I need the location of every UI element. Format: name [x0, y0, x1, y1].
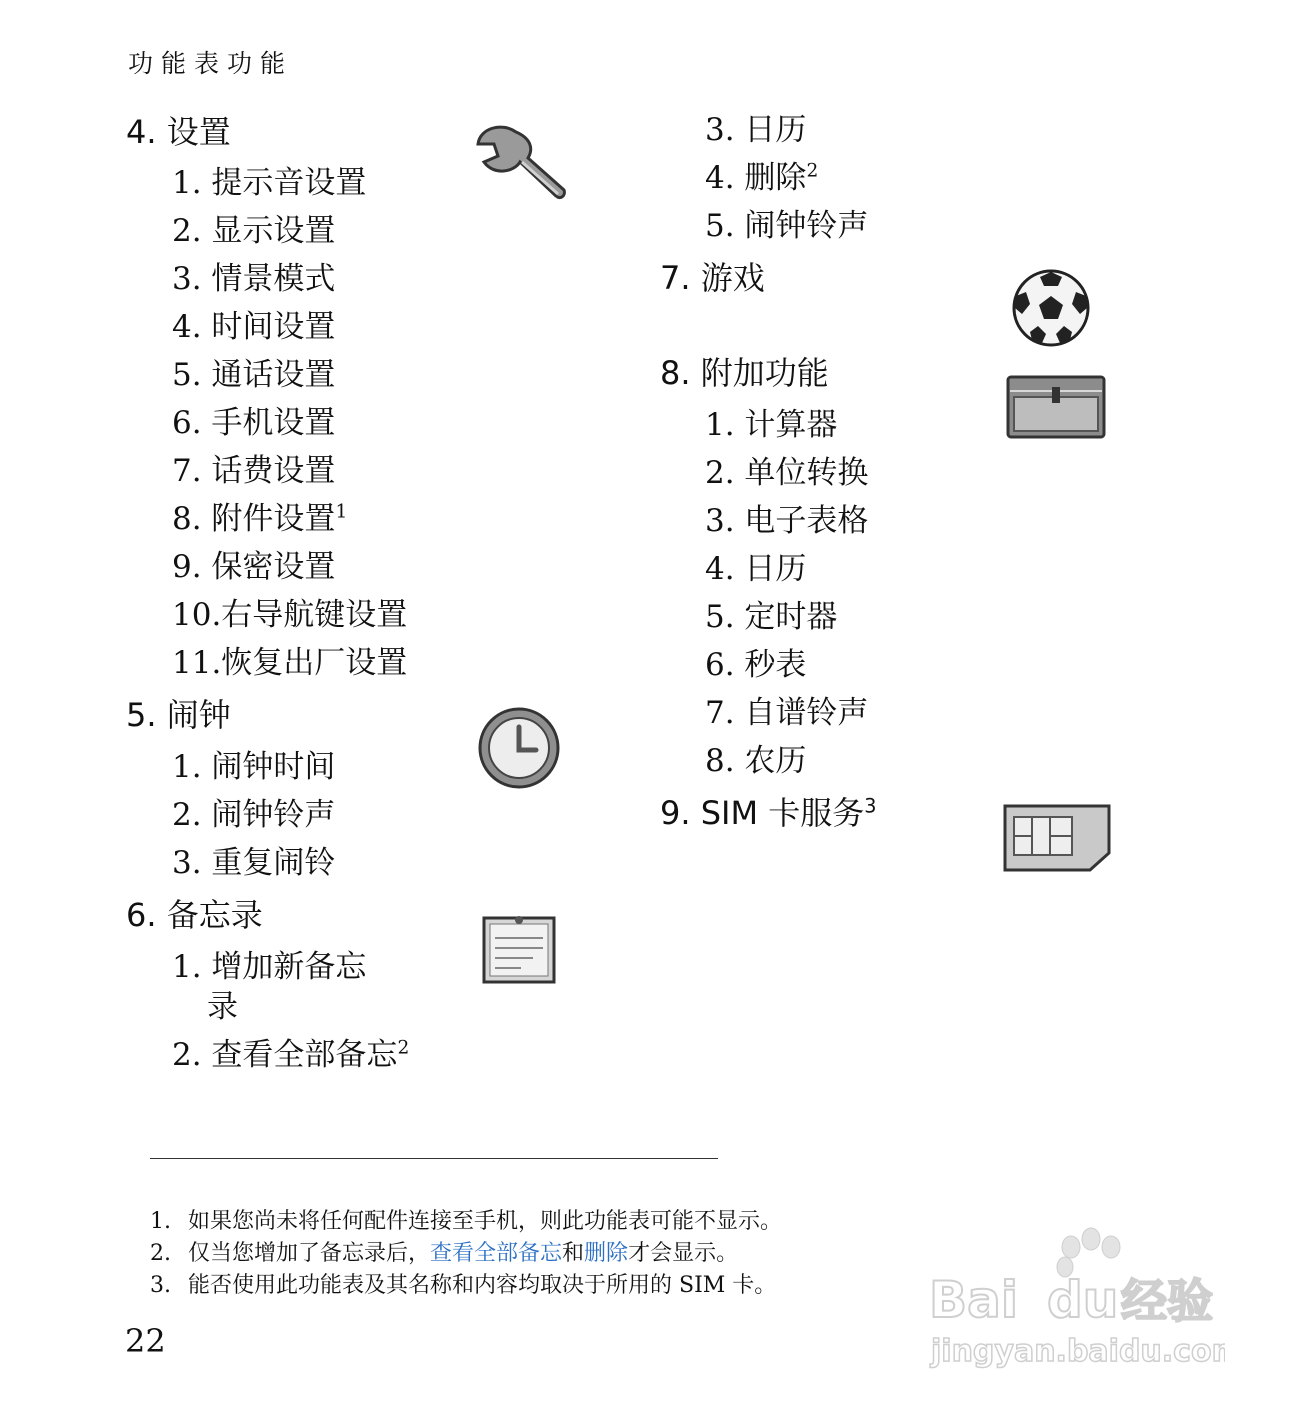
list-item: 10.右导航键设置 [172, 597, 408, 633]
footnote-text: 仅当您增加了备忘录后， [188, 1241, 431, 1266]
footnote-3 [150, 1271, 776, 1301]
footnote-2 [150, 1239, 738, 1269]
watermark-brand-a: Bai [929, 1271, 1018, 1329]
list-item: 4. 时间设置 [172, 309, 336, 345]
footnote-text: 如果您尚未将任何配件连接至手机，则此功能表可能不显示。 [188, 1209, 783, 1234]
footnote-text: 和 [562, 1241, 585, 1266]
toolbox-icon [1006, 375, 1106, 439]
list-item-label: 4. 删除 [705, 160, 807, 196]
list-item: 3. 电子表格 [705, 503, 869, 539]
list-item: 6. 秒表 [705, 647, 807, 683]
list-item: 11.恢复出厂设置 [172, 645, 408, 681]
link-delete[interactable]: 删除 [584, 1241, 629, 1266]
soccer-ball-icon [1008, 268, 1094, 348]
list-item: 3. 情景模式 [172, 261, 336, 297]
list-item: 1. 增加新备忘 [172, 949, 367, 985]
list-item: 9. 保密设置 [172, 549, 336, 585]
list-item: 1. 提示音设置 [172, 165, 367, 201]
list-item: 7. 话费设置 [172, 453, 336, 489]
running-header: 功能表功能 [128, 49, 294, 78]
watermark-url: jingyan.baidu.com [931, 1334, 1225, 1369]
sim-card-icon [1002, 803, 1112, 873]
list-item: 2. 显示设置 [172, 213, 336, 249]
list-item: 8. 农历 [705, 743, 807, 779]
footnote-divider [150, 1158, 718, 1159]
footnote-1 [150, 1207, 782, 1237]
section-heading-memo: 6. 备忘录 [126, 896, 263, 934]
wrench-icon [472, 122, 570, 204]
list-item: 5. 定时器 [705, 599, 838, 635]
list-item: 5. 通话设置 [172, 357, 336, 393]
list-item [172, 1035, 409, 1075]
list-item: 5. 闹钟铃声 [705, 208, 869, 244]
list-item: 3. 日历 [705, 112, 807, 148]
list-item-label: 8. 附件设置 [172, 501, 336, 537]
list-item: 2. 单位转换 [705, 455, 869, 491]
link-view-all-memos[interactable]: 查看全部备忘 [430, 1241, 563, 1266]
section-heading-sim-label: 9. SIM 卡服务 [660, 794, 865, 832]
section-heading-games: 7. 游戏 [660, 259, 765, 297]
watermark-brand-c: 经验 [1121, 1274, 1213, 1328]
clock-icon [476, 705, 562, 791]
section-heading-sim [660, 793, 876, 833]
footnote-number: 3. [150, 1273, 171, 1298]
footnote-ref: 3 [864, 794, 877, 818]
page-number: 22 [125, 1322, 166, 1360]
watermark-logo-icon [925, 1225, 1225, 1375]
watermark-brand-b: du [1047, 1271, 1119, 1329]
list-item: 1. 闹钟时间 [172, 749, 336, 785]
list-item [705, 158, 818, 198]
list-item: 7. 自谱铃声 [705, 695, 869, 731]
footnote-number: 2. [150, 1241, 171, 1266]
section-heading-extras: 8. 附加功能 [660, 354, 829, 392]
memo-icon [481, 912, 557, 986]
footnote-ref: 2 [806, 160, 819, 182]
section-heading-settings: 4. 设置 [126, 113, 231, 151]
list-item [172, 499, 347, 539]
footnote-ref: 1 [335, 501, 348, 523]
list-item: 1. 计算器 [705, 407, 838, 443]
footnote-text: 能否使用此功能表及其名称和内容均取决于所用的 SIM 卡。 [188, 1273, 777, 1298]
baidu-watermark [925, 1225, 1225, 1375]
list-item: 3. 重复闹铃 [172, 845, 336, 881]
list-item: 4. 日历 [705, 551, 807, 587]
section-heading-alarm: 5. 闹钟 [126, 696, 231, 734]
footnote-text: 才会显示。 [628, 1241, 739, 1266]
list-item-continuation: 录 [207, 989, 238, 1025]
list-item: 6. 手机设置 [172, 405, 336, 441]
list-item-label: 2. 查看全部备忘 [172, 1037, 398, 1073]
list-item: 2. 闹钟铃声 [172, 797, 336, 833]
footnote-number: 1. [150, 1209, 171, 1234]
footnote-ref: 2 [397, 1037, 410, 1059]
